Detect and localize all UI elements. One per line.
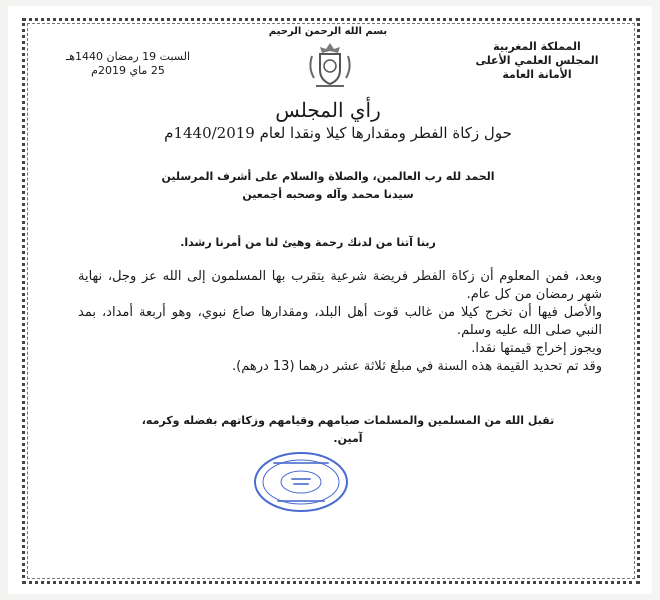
official-stamp-icon bbox=[251, 450, 351, 514]
org-line-council: المجلس العلمي الأعلى bbox=[475, 54, 599, 67]
body-text bbox=[78, 268, 602, 376]
royal-emblem-icon bbox=[304, 40, 356, 92]
closing-prayer bbox=[98, 412, 598, 448]
org-line-secretariat: الأمانة العامة bbox=[502, 68, 572, 81]
date-block bbox=[48, 50, 208, 78]
praise-block bbox=[128, 168, 528, 204]
praise-line: سيدنا محمد وآله وصحبه أجمعين bbox=[242, 188, 414, 201]
organization-header bbox=[462, 40, 612, 82]
body-paragraph: ويجوز إخراج قيمتها نقدا. bbox=[471, 341, 602, 356]
closing-amen: آمين. bbox=[333, 432, 363, 445]
body-paragraph: والأصل فيها أن تخرج كيلا من غالب قوت أهل البلد، ومقدارها صاع نبوي، وهو أربعة أمداد، بمد النبي صلى الله عليه وسلم. bbox=[78, 305, 602, 338]
quranic-verse: ربنا آتنا من لدنك رحمة وهيئ لنا من أمرنا رشدا. bbox=[180, 236, 436, 249]
document-page bbox=[8, 6, 652, 594]
basmala: بسم الله الرحمن الرحيم bbox=[268, 26, 388, 37]
body-paragraph: وبعد، فمن المعلوم أن زكاة الفطر فريضة شرعية يتقرب بها المسلمون إلى الله عز وجل، نهاية شهر رمضان من كل عام. bbox=[78, 269, 602, 302]
body-paragraph: وقد تم تحديد القيمة هذه السنة في مبلغ ثلاثة عشر درهما (13 درهم). bbox=[231, 359, 602, 374]
closing-line: تقبل الله من المسلمين والمسلمات صيامهم وقيامهم وزكاتهم بفضله وكرمه، bbox=[141, 414, 555, 427]
date-gregorian: 25 ماي 2019م bbox=[91, 64, 165, 77]
praise-line: الحمد لله رب العالمين، والصلاة والسلام على أشرف المرسلين bbox=[161, 170, 495, 183]
org-line-kingdom: المملكة المغربية bbox=[493, 40, 581, 53]
subject-line: حول زكاة الفطر ومقدارها كيلا ونقدا لعام 1440/2019م bbox=[164, 124, 512, 142]
opinion-title: رأي المجلس bbox=[275, 98, 381, 122]
date-hijri: السبت 19 رمضان 1440هـ bbox=[65, 50, 191, 63]
